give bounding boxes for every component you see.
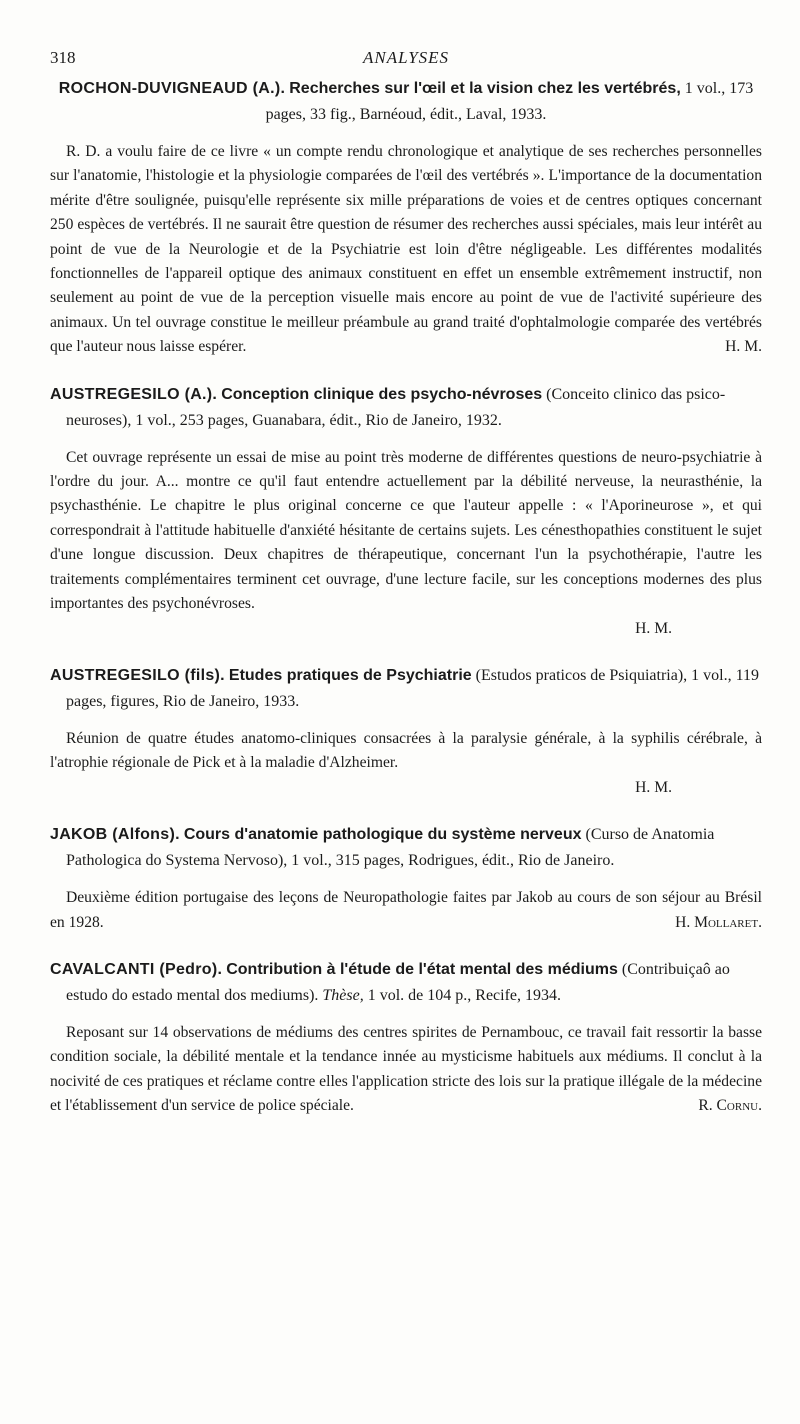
entry-heading: [50, 382, 762, 434]
entry-signature: H. M.: [725, 338, 762, 356]
entry-biblio: (Estudos praticos de Psiquiatria), 1 vol., 119 pages, figures, Rio de Janeiro, 1933.: [66, 666, 760, 710]
entry-biblio: (Curso de Anatomia Pathologica do Systema Nervoso), 1 vol., 315 pages, Rodrigues, édit., Rio de Janeiro.: [66, 826, 715, 870]
entry-heading: [50, 663, 762, 715]
entry-body-text: Reposant sur 14 observations de médiums des centres spirites de Pernambouc, ce travail fait ressortir la basse condition sociale, la débilité mentale et la tendance innée au mysticisme habituels aux médiums. Il conclut à la nocivité de ces pratiques et réclame contre elles l'application stricte des lois sur la pratique illégale de la médecine et l'établissement d'un service de police spéciale.: [50, 1023, 762, 1115]
entry-title: Recherches sur l'œil et la vision chez les vertébrés,: [289, 80, 681, 97]
entry-signature: R. Cornu.: [698, 1097, 762, 1115]
running-title: ANALYSES: [362, 48, 450, 67]
entry-biblio: (Conceito clinico das psico-neuroses), 1 vol., 253 pages, Guanabara, édit., Rio de Janeiro, 1932.: [66, 385, 726, 429]
entry-body: [50, 140, 762, 360]
entry-heading: [50, 822, 762, 874]
entry-biblio: (Contribuiçaô ao estudo do estado mental dos mediums).: [66, 960, 730, 1004]
entry-body: [50, 1021, 762, 1119]
entry-body-text: R. D. a voulu faire de ce livre « un compte rendu chronologique et analytique de ses recherches personnelles sur l'anatomie, l'histologie et la physiologie comparées de l'œil des vertébrés ». L'importance de la documentation mérite d'être soulignée, puisqu'elle représente six mille préparations de voies et de centres optiques concernant 250 espèces de vertébrés. Il ne saurait être question de résumer des recherches aussi spéciales, mais leur intérêt au point de vue de la Neurologie et de la Psychiatrie est loin d'être négligeable. Les différentes modalités fonctionnelles de l'appareil optique des animaux constituent en effet un ensemble extrêmement instructif, non seulement au point de vue de la perception visuelle mais encore au point de vue de l'activité supérieure des animaux. Un tel ouvrage constitue le meilleur préambule au grand traité d'ophtalmologie comparée des vertébrés que l'auteur nous laisse espérer.: [50, 143, 762, 356]
entry-author: CAVALCANTI (Pedro).: [50, 960, 223, 978]
entry-author: JAKOB (Alfons).: [50, 826, 180, 844]
review-entry: [50, 822, 762, 935]
entry-body-text: Réunion de quatre études anatomo-cliniques consacrées à la paralysie générale, à la syphilis cérébrale, à l'atrophie régionale de Pick et à la maladie d'Alzheimer.: [50, 729, 762, 772]
entry-body-text: Cet ouvrage représente un essai de mise au point très moderne de différentes questions de neuro-psychiatrie à l'ordre du jour. A... montre ce qu'il faut entendre actuellement par la débilité nerveuse, la neurasthénie, la psychasthénie. Le chapitre le plus original concerne ce que l'auteur appelle : « l'Aporineurose », et qui correspondrait à l'attitude habituelle d'anxiété hésitante de certains sujets. Les cénesthopathies constituent le sujet d'une longue discussion. Deux chapitres de thérapeutique, concernant l'un la psychothérapie, l'autre les traitements complémentaires terminent cet ouvrage, d'une lecture facile, sur les conceptions modernes des plus importantes des psychonévroses.: [50, 448, 762, 613]
entry-title: Cours d'anatomie pathologique du système nerveux: [183, 826, 582, 844]
entry-heading: [50, 76, 762, 128]
entry-biblio-thesis: Thèse,: [322, 986, 364, 1004]
review-entry: [50, 957, 762, 1119]
review-entry: [50, 663, 762, 800]
entry-title: Etudes pratiques de Psychiatrie: [228, 666, 472, 684]
entry-author: AUSTREGESILO (A.).: [50, 385, 218, 403]
entry-body: [50, 886, 762, 935]
entry-body-text: Deuxième édition portugaise des leçons de Neuropathologie faites par Jakob au cours de son séjour au Brésil en 1928.: [50, 889, 762, 931]
entry-signature: H. M.: [635, 778, 672, 796]
entry-author: ROCHON-DUVIGNEAUD (A.).: [58, 80, 286, 97]
entry-author: AUSTREGESILO (fils).: [50, 666, 225, 684]
review-entry: [50, 382, 762, 641]
entry-heading: [50, 957, 762, 1009]
entry-signature: H. Mollaret.: [675, 913, 762, 931]
entry-title: Conception clinique des psycho-névroses: [221, 385, 543, 403]
entry-title: Contribution à l'étude de l'état mental des médiums: [226, 960, 618, 978]
entry-body: [50, 446, 762, 641]
entry-body: [50, 727, 762, 800]
running-head: [50, 44, 762, 74]
entry-biblio: 1 vol., 173 pages, 33 fig., Barnéoud, édit., Laval, 1933.: [265, 80, 754, 123]
page-number: 318: [50, 48, 76, 67]
review-entry: [50, 76, 762, 360]
entry-biblio: 1 vol. de 104 p., Recife, 1934.: [367, 986, 562, 1004]
entry-signature: H. M.: [635, 619, 672, 637]
